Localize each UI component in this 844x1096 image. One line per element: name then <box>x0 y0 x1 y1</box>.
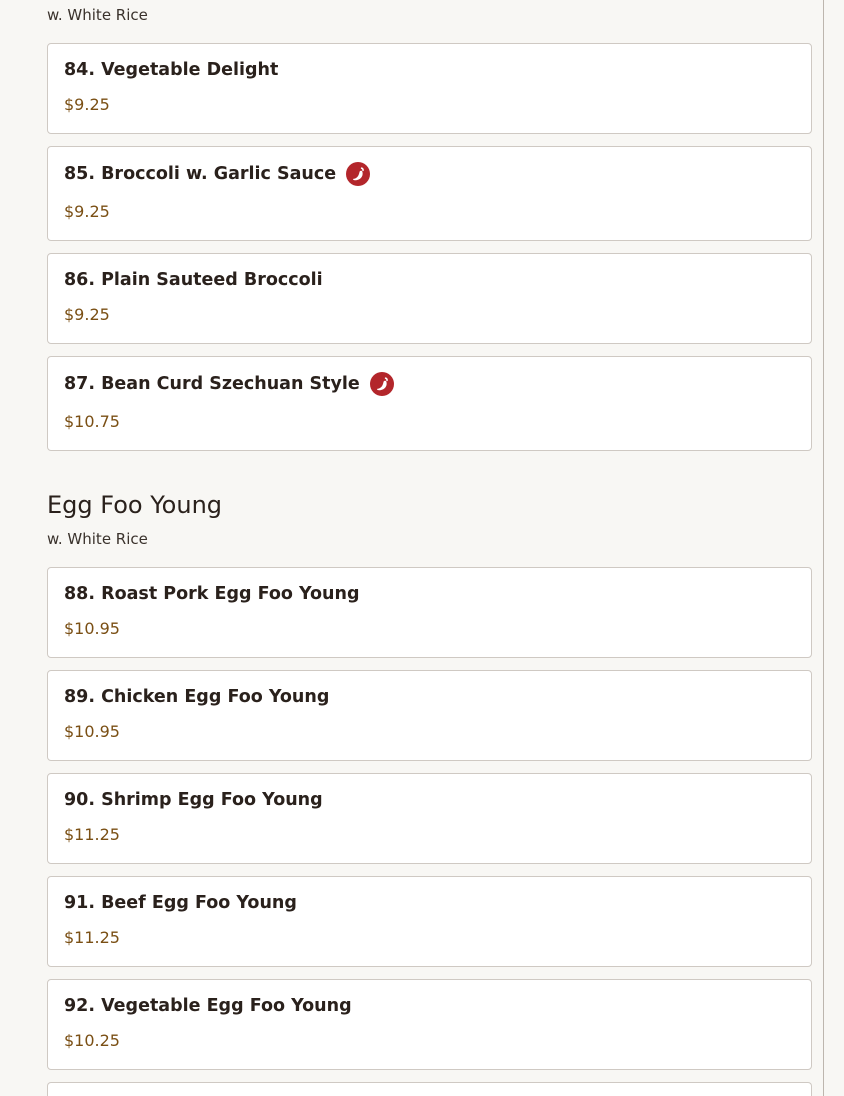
chili-pepper-icon <box>346 162 370 186</box>
menu-item-price: $9.25 <box>64 305 110 324</box>
menu-item-card[interactable] <box>47 567 812 658</box>
menu-item-name: 92. Vegetable Egg Foo Young <box>64 996 352 1016</box>
menu-item-card[interactable] <box>47 43 812 134</box>
menu-item-card[interactable] <box>47 670 812 761</box>
menu-item-price: $10.95 <box>64 722 120 741</box>
menu-item-name: 88. Roast Pork Egg Foo Young <box>64 584 360 604</box>
content-right-border <box>823 0 824 1096</box>
menu-item-price: $11.25 <box>64 825 120 844</box>
menu-item-price: $10.25 <box>64 1031 120 1050</box>
menu-item-name: 90. Shrimp Egg Foo Young <box>64 790 323 810</box>
chili-pepper-icon <box>370 372 394 396</box>
menu-item-name: 84. Vegetable Delight <box>64 60 279 80</box>
menu-item-card[interactable] <box>47 979 812 1070</box>
menu-item-name: 87. Bean Curd Szechuan Style <box>64 374 360 394</box>
menu-item-price: $9.25 <box>64 202 110 221</box>
menu-item-name: 91. Beef Egg Foo Young <box>64 893 297 913</box>
menu-item-card[interactable] <box>47 876 812 967</box>
menu-item-name-row <box>64 162 370 186</box>
menu-item-name-row <box>64 372 394 396</box>
menu-item-price: $10.95 <box>64 619 120 638</box>
section-note: w. White Rice <box>47 530 148 548</box>
menu-item-name: 85. Broccoli w. Garlic Sauce <box>64 164 337 184</box>
menu-item-card[interactable] <box>47 146 812 241</box>
menu-item-price: $10.75 <box>64 412 120 431</box>
menu-item-name: 89. Chicken Egg Foo Young <box>64 687 330 707</box>
menu-item-price: $9.25 <box>64 95 110 114</box>
menu-item-price: $11.25 <box>64 928 120 947</box>
menu-item-card-partial[interactable] <box>47 1082 812 1096</box>
menu-item-card[interactable] <box>47 253 812 344</box>
menu-item-card[interactable] <box>47 356 812 451</box>
section-title: Egg Foo Young <box>47 491 223 519</box>
menu-item-card[interactable] <box>47 773 812 864</box>
menu-item-name: 86. Plain Sauteed Broccoli <box>64 270 323 290</box>
section-note: w. White Rice <box>47 6 148 24</box>
